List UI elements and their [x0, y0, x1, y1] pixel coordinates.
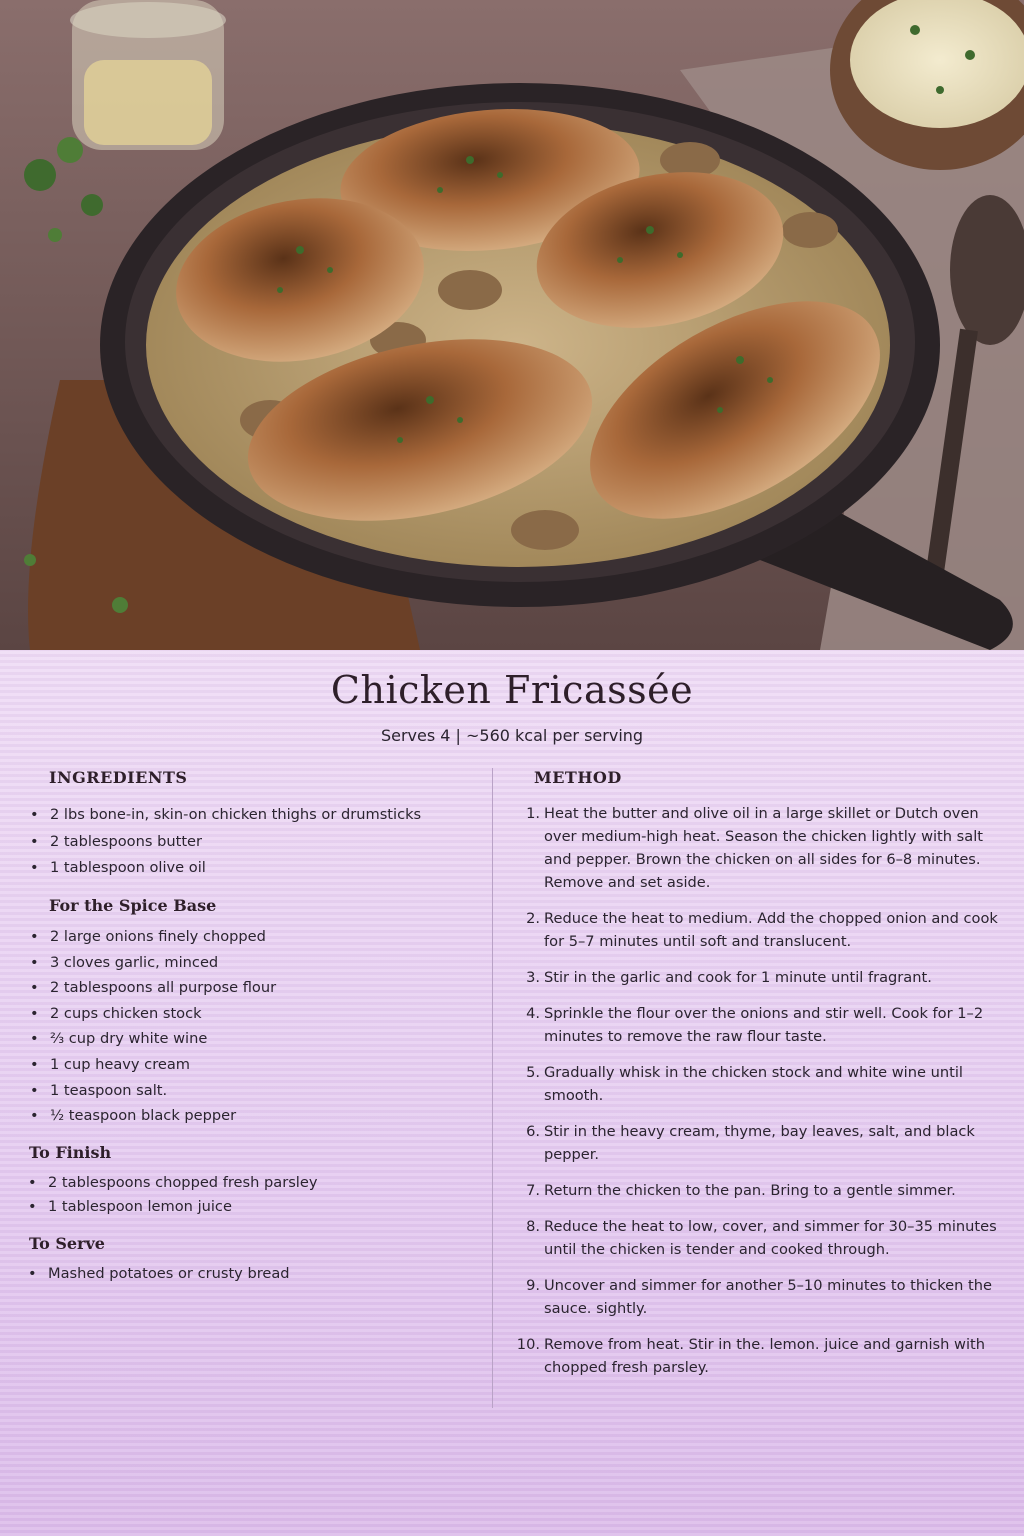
- column-divider: [492, 768, 493, 1408]
- ingredient-item: • 3 cloves garlic, minced: [30, 950, 276, 976]
- recipe-card: [0, 650, 1024, 1536]
- step-number: 6.: [526, 1123, 540, 1140]
- ingredient-item: • 1 tablespoon olive oil: [30, 855, 421, 882]
- recipe-photo: [0, 0, 1024, 650]
- ingredient-item: • 2 tablespoons chopped fresh parsley: [28, 1171, 317, 1195]
- method-heading: METHOD: [534, 768, 622, 787]
- step-number: 4.: [526, 1005, 540, 1022]
- step-text: Stir in the heavy cream, thyme, bay leaves, salt, and black pepper.: [544, 1123, 975, 1163]
- step-number: 5.: [526, 1064, 540, 1081]
- method-step: [516, 1061, 1011, 1107]
- step-text: Gradually whisk in the chicken stock and white wine until smooth.: [544, 1064, 963, 1104]
- spice-base-list: [30, 924, 276, 1129]
- method-steps: [516, 802, 1011, 1392]
- method-step: [516, 1333, 1011, 1379]
- step-text: Remove from heat. Stir in the. lemon. juice and garnish with chopped fresh parsley.: [544, 1336, 985, 1376]
- to-finish-heading: To Finish: [29, 1143, 112, 1162]
- step-text: Reduce the heat to medium. Add the chopped onion and cook for 5–7 minutes until soft and translucent.: [544, 910, 998, 950]
- ingredient-item: • ⅔ cup dry white wine: [30, 1026, 276, 1052]
- ingredient-item: • 2 large onions finely chopped: [30, 924, 276, 950]
- step-text: Heat the butter and olive oil in a large skillet or Dutch oven over medium-high heat. Season the chicken lightly with salt and pepper. Brown the chicken on all sides for 6–8 minutes. Remove and set aside.: [544, 805, 983, 891]
- step-text: Reduce the heat to low, cover, and simmer for 30–35 minutes until the chicken is tender and cooked through.: [544, 1218, 997, 1258]
- step-number: 2.: [526, 910, 540, 927]
- recipe-title: Chicken Fricassée: [330, 668, 694, 712]
- method-step: [516, 1002, 1011, 1048]
- ingredient-item: • 2 lbs bone-in, skin-on chicken thighs or drumsticks: [30, 802, 421, 829]
- step-text: Stir in the garlic and cook for 1 minute until fragrant.: [544, 969, 932, 986]
- step-number: 7.: [526, 1182, 540, 1199]
- ingredient-item: • 1 teaspoon salt.: [30, 1078, 276, 1104]
- method-step: [516, 1120, 1011, 1166]
- method-step: [516, 1179, 1011, 1202]
- skillet-photo-illustration: [0, 0, 1024, 650]
- step-text: Return the chicken to the pan. Bring to a gentle simmer.: [544, 1182, 956, 1199]
- ingredient-item: • 1 cup heavy cream: [30, 1052, 276, 1078]
- to-serve-heading: To Serve: [29, 1234, 105, 1253]
- step-text: Uncover and simmer for another 5–10 minutes to thicken the sauce. sightly.: [544, 1277, 992, 1317]
- step-number: 9.: [526, 1277, 540, 1294]
- ingredient-item: • 2 tablespoons butter: [30, 829, 421, 856]
- ingredient-item: • ½ teaspoon black pepper: [30, 1103, 276, 1129]
- step-number: 10.: [516, 1336, 540, 1353]
- step-text: Sprinkle the flour over the onions and stir well. Cook for 1–2 minutes to remove the raw flour taste.: [544, 1005, 984, 1045]
- spice-base-heading: For the Spice Base: [49, 896, 217, 915]
- method-step: [516, 1274, 1011, 1320]
- method-step: [516, 802, 1011, 894]
- step-number: 3.: [526, 969, 540, 986]
- step-number: 8.: [526, 1218, 540, 1235]
- method-step: [516, 966, 1011, 989]
- ingredient-item: • 2 tablespoons all purpose flour: [30, 975, 276, 1001]
- ingredients-heading: INGREDIENTS: [49, 768, 188, 787]
- ingredient-item: • Mashed potatoes or crusty bread: [28, 1262, 290, 1286]
- method-step: [516, 907, 1011, 953]
- to-serve-list: [28, 1262, 290, 1286]
- ingredients-main-list: [30, 802, 421, 882]
- ingredient-item: • 2 cups chicken stock: [30, 1001, 276, 1027]
- step-number: 1.: [526, 805, 540, 822]
- recipe-subtitle: Serves 4 | ~560 kcal per serving: [380, 726, 644, 745]
- method-step: [516, 1215, 1011, 1261]
- ingredient-item: • 1 tablespoon lemon juice: [28, 1195, 317, 1219]
- to-finish-list: [28, 1171, 317, 1219]
